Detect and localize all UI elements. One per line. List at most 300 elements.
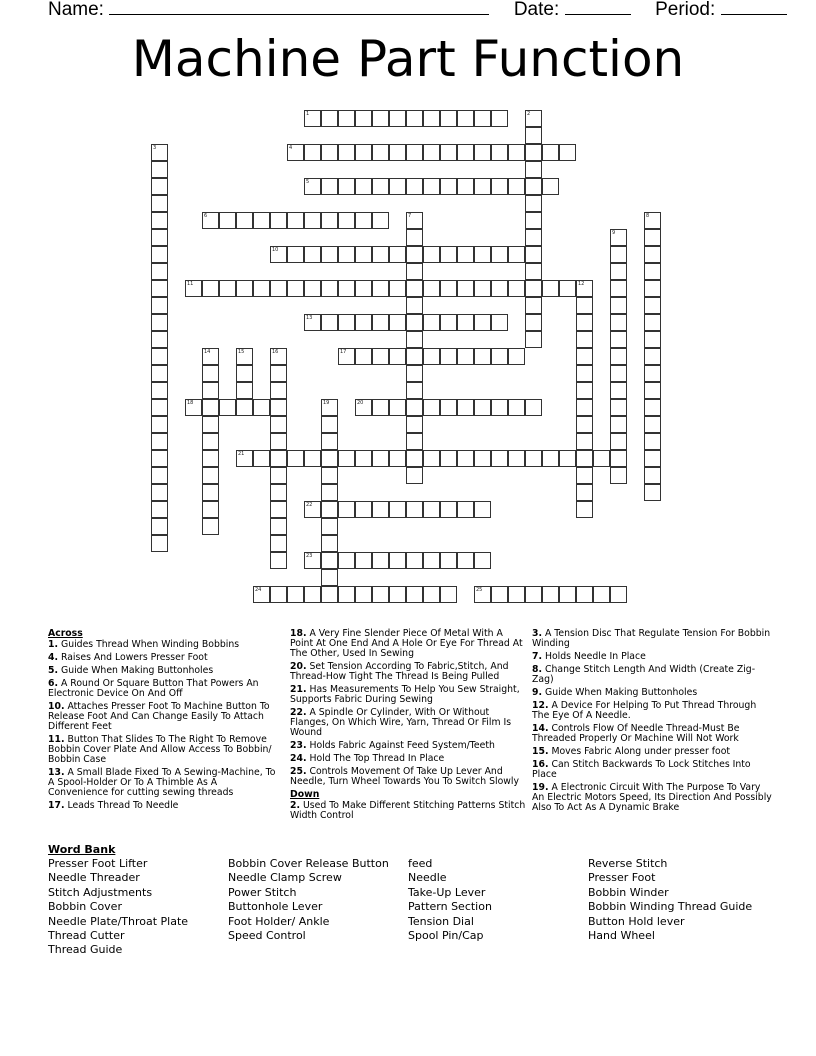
grid-cell[interactable] [406,552,423,569]
grid-cell[interactable] [406,246,423,263]
grid-cell[interactable] [457,552,474,569]
grid-cell[interactable] [457,450,474,467]
grid-cell[interactable] [151,535,168,552]
grid-cell[interactable] [576,450,593,467]
grid-cell[interactable] [372,552,389,569]
grid-cell[interactable] [644,280,661,297]
grid-cell[interactable] [338,178,355,195]
grid-cell[interactable] [406,314,423,331]
grid-cell[interactable] [406,110,423,127]
grid-cell[interactable] [151,518,168,535]
grid-cell[interactable] [389,110,406,127]
grid-cell[interactable] [151,501,168,518]
grid-cell[interactable] [338,144,355,161]
grid-cell[interactable] [576,433,593,450]
grid-cell[interactable] [423,246,440,263]
grid-cell[interactable] [355,552,372,569]
grid-cell[interactable] [644,314,661,331]
grid-cell[interactable] [491,144,508,161]
grid-cell[interactable] [321,535,338,552]
grid-cell[interactable] [304,501,321,518]
grid-cell[interactable] [406,365,423,382]
grid-cell[interactable] [202,382,219,399]
grid-cell[interactable] [151,246,168,263]
grid-cell[interactable] [389,314,406,331]
grid-cell[interactable] [457,348,474,365]
grid-cell[interactable] [202,433,219,450]
grid-cell[interactable] [576,331,593,348]
grid-cell[interactable] [423,586,440,603]
grid-cell[interactable] [576,314,593,331]
grid-cell[interactable] [219,212,236,229]
grid-cell[interactable] [474,399,491,416]
grid-cell[interactable] [457,280,474,297]
grid-cell[interactable] [610,450,627,467]
grid-cell[interactable] [610,314,627,331]
grid-cell[interactable] [372,246,389,263]
grid-cell[interactable] [559,280,576,297]
grid-cell[interactable] [287,246,304,263]
grid-cell[interactable] [525,178,542,195]
grid-cell[interactable] [610,399,627,416]
grid-cell[interactable] [151,365,168,382]
grid-cell[interactable] [525,229,542,246]
grid-cell[interactable] [423,144,440,161]
grid-cell[interactable] [304,280,321,297]
grid-cell[interactable] [406,501,423,518]
grid-cell[interactable] [610,382,627,399]
grid-cell[interactable] [440,110,457,127]
grid-cell[interactable] [644,229,661,246]
grid-cell[interactable] [406,416,423,433]
grid-cell[interactable] [287,144,304,161]
grid-cell[interactable] [321,399,338,416]
grid-cell[interactable] [457,178,474,195]
grid-cell[interactable] [542,144,559,161]
grid-cell[interactable] [151,484,168,501]
grid-cell[interactable] [474,501,491,518]
grid-cell[interactable] [491,586,508,603]
grid-cell[interactable] [151,212,168,229]
grid-cell[interactable] [270,518,287,535]
grid-cell[interactable] [355,314,372,331]
grid-cell[interactable] [525,246,542,263]
grid-cell[interactable] [321,144,338,161]
grid-cell[interactable] [270,552,287,569]
grid-cell[interactable] [338,212,355,229]
grid-cell[interactable] [253,212,270,229]
grid-cell[interactable] [423,450,440,467]
grid-cell[interactable] [644,212,661,229]
grid-cell[interactable] [321,569,338,586]
grid-cell[interactable] [355,280,372,297]
grid-cell[interactable] [270,484,287,501]
grid-cell[interactable] [525,144,542,161]
grid-cell[interactable] [270,382,287,399]
grid-cell[interactable] [372,178,389,195]
grid-cell[interactable] [644,331,661,348]
grid-cell[interactable] [440,314,457,331]
grid-cell[interactable] [151,280,168,297]
grid-cell[interactable] [338,450,355,467]
grid-cell[interactable] [372,501,389,518]
grid-cell[interactable] [525,110,542,127]
grid-cell[interactable] [406,433,423,450]
grid-cell[interactable] [440,246,457,263]
grid-cell[interactable] [610,229,627,246]
grid-cell[interactable] [440,501,457,518]
grid-cell[interactable] [372,144,389,161]
grid-cell[interactable] [610,280,627,297]
grid-cell[interactable] [610,297,627,314]
grid-cell[interactable] [321,433,338,450]
grid-cell[interactable] [372,586,389,603]
grid-cell[interactable] [236,212,253,229]
grid-cell[interactable] [593,450,610,467]
grid-cell[interactable] [474,450,491,467]
grid-cell[interactable] [610,467,627,484]
grid-cell[interactable] [151,467,168,484]
grid-cell[interactable] [321,110,338,127]
grid-cell[interactable] [508,178,525,195]
grid-cell[interactable] [525,280,542,297]
grid-cell[interactable] [151,178,168,195]
grid-cell[interactable] [185,399,202,416]
grid-cell[interactable] [151,229,168,246]
grid-cell[interactable] [236,280,253,297]
grid-cell[interactable] [389,586,406,603]
grid-cell[interactable] [355,501,372,518]
grid-cell[interactable] [457,110,474,127]
grid-cell[interactable] [321,518,338,535]
grid-cell[interactable] [644,450,661,467]
grid-cell[interactable] [474,314,491,331]
grid-cell[interactable] [644,246,661,263]
grid-cell[interactable] [406,399,423,416]
grid-cell[interactable] [253,280,270,297]
grid-cell[interactable] [525,161,542,178]
grid-cell[interactable] [389,399,406,416]
grid-cell[interactable] [355,450,372,467]
grid-cell[interactable] [338,314,355,331]
grid-cell[interactable] [270,586,287,603]
grid-cell[interactable] [525,212,542,229]
grid-cell[interactable] [406,382,423,399]
grid-cell[interactable] [576,586,593,603]
grid-cell[interactable] [287,280,304,297]
grid-cell[interactable] [644,467,661,484]
grid-cell[interactable] [151,331,168,348]
grid-cell[interactable] [406,178,423,195]
grid-cell[interactable] [355,399,372,416]
grid-cell[interactable] [304,110,321,127]
grid-cell[interactable] [559,144,576,161]
grid-cell[interactable] [287,212,304,229]
grid-cell[interactable] [304,178,321,195]
grid-cell[interactable] [644,416,661,433]
grid-cell[interactable] [644,365,661,382]
grid-cell[interactable] [321,586,338,603]
grid-cell[interactable] [202,467,219,484]
grid-cell[interactable] [423,348,440,365]
grid-cell[interactable] [474,586,491,603]
grid-cell[interactable] [440,450,457,467]
grid-cell[interactable] [151,161,168,178]
grid-cell[interactable] [270,212,287,229]
grid-cell[interactable] [321,314,338,331]
grid-cell[interactable] [151,263,168,280]
grid-cell[interactable] [338,348,355,365]
grid-cell[interactable] [202,212,219,229]
grid-cell[interactable] [151,450,168,467]
grid-cell[interactable] [406,450,423,467]
grid-cell[interactable] [151,399,168,416]
grid-cell[interactable] [576,280,593,297]
grid-cell[interactable] [508,246,525,263]
grid-cell[interactable] [151,144,168,161]
grid-cell[interactable] [321,246,338,263]
grid-cell[interactable] [474,280,491,297]
grid-cell[interactable] [338,246,355,263]
grid-cell[interactable] [406,586,423,603]
grid-cell[interactable] [304,314,321,331]
grid-cell[interactable] [508,450,525,467]
grid-cell[interactable] [270,416,287,433]
grid-cell[interactable] [270,348,287,365]
grid-cell[interactable] [185,280,202,297]
grid-cell[interactable] [644,433,661,450]
grid-cell[interactable] [474,178,491,195]
grid-cell[interactable] [406,144,423,161]
grid-cell[interactable] [525,127,542,144]
grid-cell[interactable] [372,450,389,467]
grid-cell[interactable] [321,484,338,501]
grid-cell[interactable] [270,450,287,467]
grid-cell[interactable] [610,586,627,603]
grid-cell[interactable] [321,501,338,518]
grid-cell[interactable] [525,314,542,331]
grid-cell[interactable] [372,280,389,297]
grid-cell[interactable] [440,280,457,297]
grid-cell[interactable] [457,246,474,263]
grid-cell[interactable] [644,399,661,416]
grid-cell[interactable] [576,297,593,314]
grid-cell[interactable] [542,586,559,603]
grid-cell[interactable] [270,433,287,450]
grid-cell[interactable] [525,450,542,467]
grid-cell[interactable] [219,280,236,297]
grid-cell[interactable] [355,212,372,229]
grid-cell[interactable] [440,348,457,365]
grid-cell[interactable] [644,263,661,280]
grid-cell[interactable] [423,399,440,416]
grid-cell[interactable] [304,586,321,603]
grid-cell[interactable] [423,501,440,518]
grid-cell[interactable] [406,263,423,280]
grid-cell[interactable] [372,348,389,365]
grid-cell[interactable] [236,348,253,365]
grid-cell[interactable] [559,450,576,467]
grid-cell[interactable] [491,280,508,297]
grid-cell[interactable] [151,297,168,314]
grid-cell[interactable] [576,382,593,399]
grid-cell[interactable] [423,178,440,195]
grid-cell[interactable] [440,144,457,161]
grid-cell[interactable] [151,314,168,331]
grid-cell[interactable] [610,416,627,433]
grid-cell[interactable] [202,399,219,416]
grid-cell[interactable] [202,280,219,297]
grid-cell[interactable] [406,348,423,365]
grid-cell[interactable] [644,348,661,365]
grid-cell[interactable] [270,280,287,297]
grid-cell[interactable] [389,280,406,297]
grid-cell[interactable] [355,586,372,603]
grid-cell[interactable] [525,263,542,280]
grid-cell[interactable] [491,450,508,467]
grid-cell[interactable] [287,586,304,603]
grid-cell[interactable] [610,246,627,263]
grid-cell[interactable] [406,280,423,297]
grid-cell[interactable] [610,348,627,365]
grid-cell[interactable] [559,586,576,603]
grid-cell[interactable] [491,314,508,331]
grid-cell[interactable] [610,365,627,382]
grid-cell[interactable] [474,144,491,161]
grid-cell[interactable] [542,450,559,467]
grid-cell[interactable] [355,144,372,161]
grid-cell[interactable] [304,552,321,569]
grid-cell[interactable] [304,450,321,467]
grid-cell[interactable] [610,433,627,450]
grid-cell[interactable] [236,399,253,416]
grid-cell[interactable] [338,280,355,297]
grid-cell[interactable] [270,365,287,382]
grid-cell[interactable] [593,586,610,603]
grid-cell[interactable] [389,450,406,467]
grid-cell[interactable] [542,178,559,195]
grid-cell[interactable] [457,314,474,331]
grid-cell[interactable] [491,246,508,263]
grid-cell[interactable] [304,212,321,229]
grid-cell[interactable] [270,467,287,484]
grid-cell[interactable] [355,246,372,263]
grid-cell[interactable] [202,348,219,365]
grid-cell[interactable] [253,450,270,467]
grid-cell[interactable] [236,450,253,467]
grid-cell[interactable] [508,586,525,603]
grid-cell[interactable] [576,467,593,484]
grid-cell[interactable] [457,501,474,518]
grid-cell[interactable] [406,331,423,348]
grid-cell[interactable] [474,552,491,569]
grid-cell[interactable] [372,399,389,416]
grid-cell[interactable] [321,467,338,484]
grid-cell[interactable] [338,501,355,518]
grid-cell[interactable] [508,348,525,365]
grid-cell[interactable] [389,501,406,518]
grid-cell[interactable] [644,382,661,399]
grid-cell[interactable] [525,399,542,416]
grid-cell[interactable] [338,552,355,569]
grid-cell[interactable] [236,382,253,399]
grid-cell[interactable] [440,178,457,195]
grid-cell[interactable] [610,263,627,280]
grid-cell[interactable] [321,552,338,569]
grid-cell[interactable] [440,552,457,569]
grid-cell[interactable] [644,297,661,314]
grid-cell[interactable] [423,280,440,297]
grid-cell[interactable] [474,110,491,127]
grid-cell[interactable] [151,433,168,450]
grid-cell[interactable] [610,331,627,348]
grid-cell[interactable] [355,110,372,127]
grid-cell[interactable] [219,399,236,416]
grid-cell[interactable] [474,348,491,365]
grid-cell[interactable] [270,399,287,416]
grid-cell[interactable] [576,348,593,365]
grid-cell[interactable] [576,399,593,416]
grid-cell[interactable] [355,178,372,195]
grid-cell[interactable] [406,467,423,484]
grid-cell[interactable] [576,484,593,501]
grid-cell[interactable] [372,212,389,229]
grid-cell[interactable] [202,450,219,467]
grid-cell[interactable] [508,399,525,416]
grid-cell[interactable] [202,416,219,433]
grid-cell[interactable] [270,535,287,552]
grid-cell[interactable] [406,229,423,246]
grid-cell[interactable] [440,586,457,603]
grid-cell[interactable] [321,450,338,467]
grid-cell[interactable] [338,586,355,603]
grid-cell[interactable] [202,484,219,501]
grid-cell[interactable] [525,586,542,603]
grid-cell[interactable] [253,399,270,416]
grid-cell[interactable] [151,348,168,365]
grid-cell[interactable] [253,586,270,603]
grid-cell[interactable] [236,365,253,382]
grid-cell[interactable] [151,382,168,399]
grid-cell[interactable] [491,399,508,416]
grid-cell[interactable] [423,552,440,569]
grid-cell[interactable] [151,416,168,433]
grid-cell[interactable] [457,399,474,416]
grid-cell[interactable] [389,246,406,263]
grid-cell[interactable] [270,246,287,263]
grid-cell[interactable] [202,501,219,518]
grid-cell[interactable] [542,280,559,297]
grid-cell[interactable] [491,348,508,365]
grid-cell[interactable] [287,450,304,467]
grid-cell[interactable] [202,365,219,382]
grid-cell[interactable] [304,246,321,263]
grid-cell[interactable] [389,144,406,161]
grid-cell[interactable] [576,365,593,382]
grid-cell[interactable] [440,399,457,416]
grid-cell[interactable] [338,110,355,127]
grid-cell[interactable] [389,348,406,365]
grid-cell[interactable] [491,178,508,195]
grid-cell[interactable] [270,501,287,518]
grid-cell[interactable] [525,195,542,212]
grid-cell[interactable] [576,416,593,433]
grid-cell[interactable] [304,144,321,161]
grid-cell[interactable] [389,552,406,569]
grid-cell[interactable] [321,212,338,229]
grid-cell[interactable] [151,195,168,212]
grid-cell[interactable] [321,416,338,433]
